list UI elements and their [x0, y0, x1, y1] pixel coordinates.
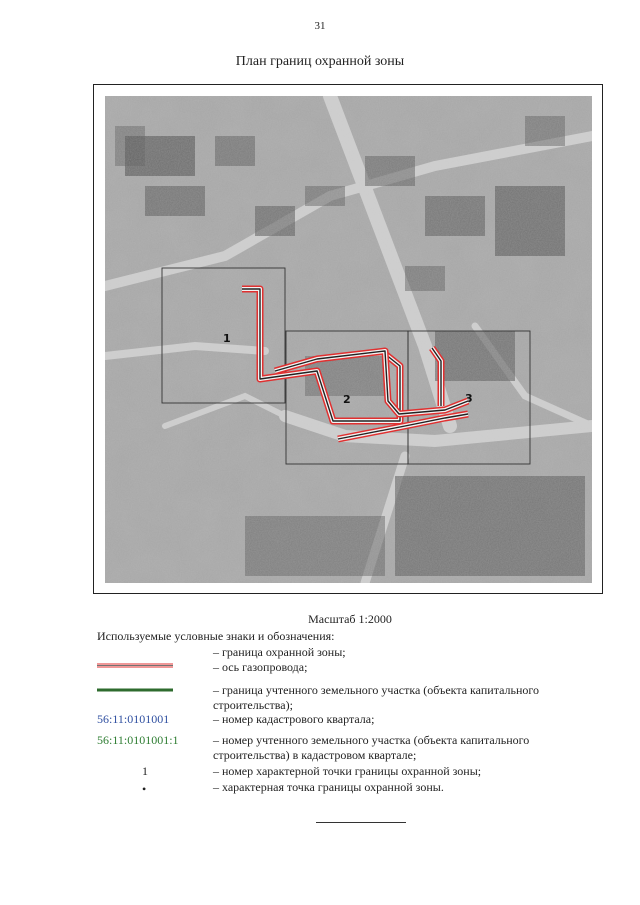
characteristic-point-sample: •: [142, 782, 147, 796]
point-number-sample: 1: [142, 764, 148, 778]
legend-heading: Используемые условные знаки и обозначения:: [97, 629, 335, 643]
bottom-rule: [316, 822, 406, 823]
legend-text: – номер учтенного земельного участка (объекта капитального строительства) в кадастровом квартале;: [213, 733, 530, 762]
parcel-border-symbol: [97, 683, 197, 697]
legend-text: – номер кадастрового квартала;: [213, 712, 375, 726]
legend-text: – граница охранной зоны;: [213, 645, 346, 659]
legend-text: – характерная точка границы охранной зоны.: [213, 780, 444, 794]
document-title: План границ охранной зоны: [235, 54, 405, 69]
legend-text: – граница учтенного земельного участка (объекта капитального строительства);: [213, 683, 540, 712]
square-label-3: 3: [465, 392, 473, 405]
map-scale: Масштаб 1:2000: [308, 612, 392, 626]
parcel-number-sample: 56:11:0101001:1: [97, 733, 179, 747]
aerial-map: [105, 96, 592, 583]
legend-text: – номер характерной точки границы охранной зоны;: [213, 764, 482, 778]
zone-border-symbol: [97, 658, 197, 672]
square-label-2: 2: [343, 393, 351, 406]
legend-text: – ось газопровода;: [213, 660, 308, 674]
cadastral-quarter-sample: 56:11:0101001: [97, 712, 170, 726]
square-label-1: 1: [223, 332, 231, 345]
page-number: 31: [314, 20, 326, 32]
